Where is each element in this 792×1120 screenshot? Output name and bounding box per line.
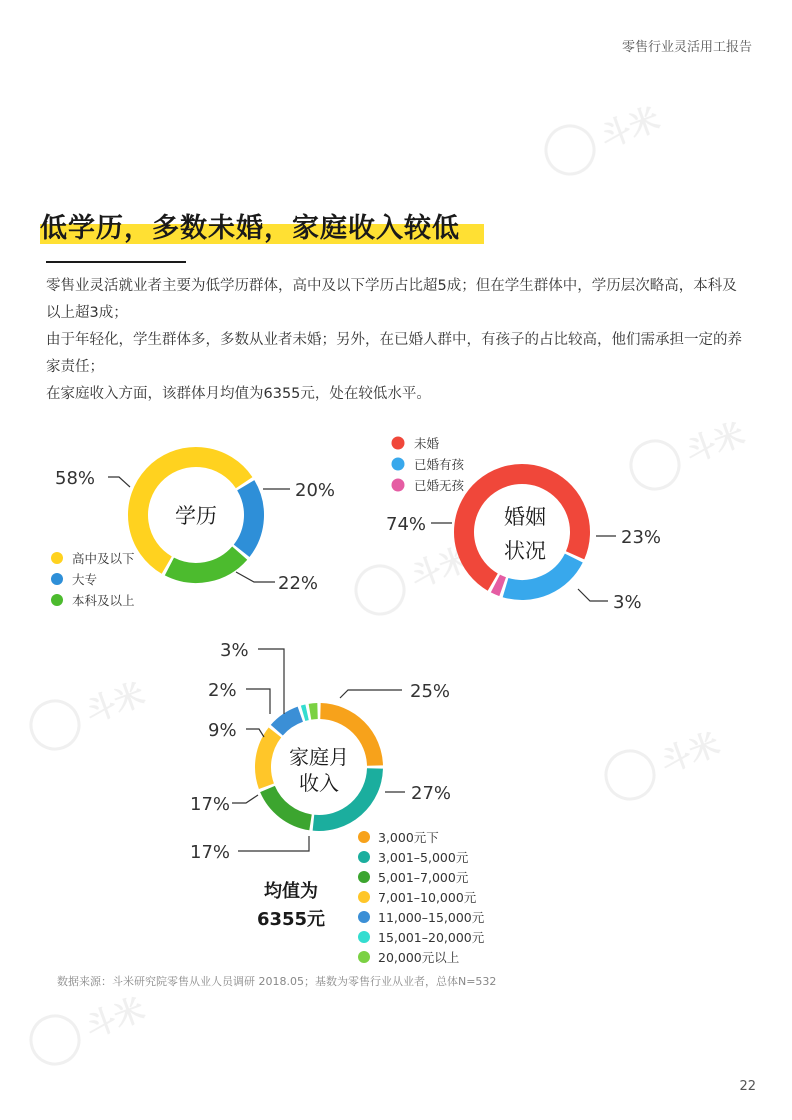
watermark-text: 斗米 (406, 541, 475, 596)
marital-title-line1: 婚姻 (504, 505, 546, 529)
label-edu-college: 20% (295, 480, 336, 501)
leader-line (340, 690, 402, 698)
label-income-6: 2% (208, 680, 237, 701)
data-source: 数据来源：斗米研究院零售从业人员调研 2018.05；基数为零售行业从业者，总体N=532 (57, 975, 497, 988)
legend-dot (51, 573, 63, 585)
legend-dot (51, 552, 63, 564)
legend-label: 15,001–20,000元 (378, 930, 485, 945)
report-title: 零售行业灵活用工报告 (621, 40, 752, 55)
leader-line (236, 572, 275, 582)
watermark-text: 斗米 (681, 416, 750, 471)
watermark-text: 斗米 (656, 726, 725, 781)
legend-label: 未婚 (414, 436, 440, 451)
watermark-text: 斗米 (81, 991, 150, 1046)
label-edu-high: 58% (55, 468, 96, 489)
leader-line (258, 649, 284, 714)
donut-segment-3 (169, 553, 239, 573)
legend-dot (51, 594, 63, 606)
legend-label: 11,000–15,000元 (378, 910, 485, 925)
donut-segment-6 (303, 712, 307, 713)
legend-dot (358, 931, 370, 943)
legend-label: 5,001–7,000元 (378, 870, 469, 885)
education-legend (51, 551, 135, 608)
label-edu-bachelor: 22% (278, 573, 319, 594)
legend-label: 已婚有孩 (414, 457, 465, 472)
label-income-7: 3% (220, 640, 249, 661)
average-value: 6355元 (256, 909, 326, 930)
leader-line (246, 729, 264, 737)
legend-dot (358, 831, 370, 843)
label-income-4: 17% (190, 794, 231, 815)
leader-line (238, 836, 309, 851)
legend-dot (392, 458, 405, 471)
leader-line (232, 795, 258, 803)
label-unmarried: 74% (386, 514, 427, 535)
marital-legend (392, 436, 465, 493)
legend-dot (392, 437, 405, 450)
donut-segment-7 (310, 711, 318, 712)
income-title-line1: 家庭月 (289, 745, 349, 769)
legend-label: 7,001–10,000元 (378, 890, 477, 905)
donut-segment-5 (277, 714, 301, 730)
donut-segment-4 (263, 732, 275, 786)
donut-segment-3 (495, 584, 502, 587)
label-income-5: 9% (208, 720, 237, 741)
section-heading: 低学历，多数未婚，家庭收入较低 (40, 213, 460, 244)
legend-dot (392, 479, 405, 492)
label-married-kids: 23% (621, 527, 662, 548)
leader-line (108, 477, 130, 487)
legend-dot (358, 891, 370, 903)
income-chart (190, 640, 485, 965)
legend-label: 高中及以下 (72, 551, 135, 566)
legend-label: 20,000元以上 (378, 950, 460, 965)
page-number: 22 (739, 1079, 756, 1094)
legend-dot (358, 911, 370, 923)
legend-dot (358, 871, 370, 883)
paragraph: 在家庭收入方面，该群体月均值为6355元，处在较低水平。 (46, 386, 431, 402)
education-chart (51, 457, 335, 608)
leader-line (578, 589, 608, 601)
marital-chart (386, 436, 661, 613)
legend-label: 已婚无孩 (414, 478, 465, 493)
legend-label: 3,001–5,000元 (378, 850, 469, 865)
paragraph: 由于年轻化，学生群体多，多数从业者未婚；另外，在已婚人群中，有孩子的占比较高，他们需承担一定的养家责任； (46, 332, 742, 375)
label-married-nokids: 3% (613, 592, 642, 613)
income-legend (358, 830, 485, 965)
marital-title-line2: 状况 (504, 539, 546, 563)
legend-label: 3,000元下 (378, 830, 439, 845)
label-income-1: 25% (410, 681, 451, 702)
income-title-line2: 收入 (299, 771, 339, 795)
legend-label: 大专 (72, 572, 98, 587)
legend-dot (358, 951, 370, 963)
leader-line (246, 689, 270, 714)
watermark-text: 斗米 (596, 101, 665, 156)
watermark-text: 斗米 (81, 676, 150, 731)
marital-ring (464, 474, 580, 590)
legend-label: 本科及以上 (72, 593, 135, 608)
paragraph: 零售业灵活就业者主要为低学历群体，高中及以下学历占比超5成；但在学生群体中，学历层次略高，本科及以上超3成； (46, 278, 737, 321)
average-label: 均值为 (264, 881, 318, 902)
label-income-2: 27% (411, 783, 452, 804)
label-income-3: 17% (190, 842, 231, 863)
donut-segment-2 (242, 485, 254, 551)
education-title: 学历 (175, 504, 217, 528)
legend-dot (358, 851, 370, 863)
